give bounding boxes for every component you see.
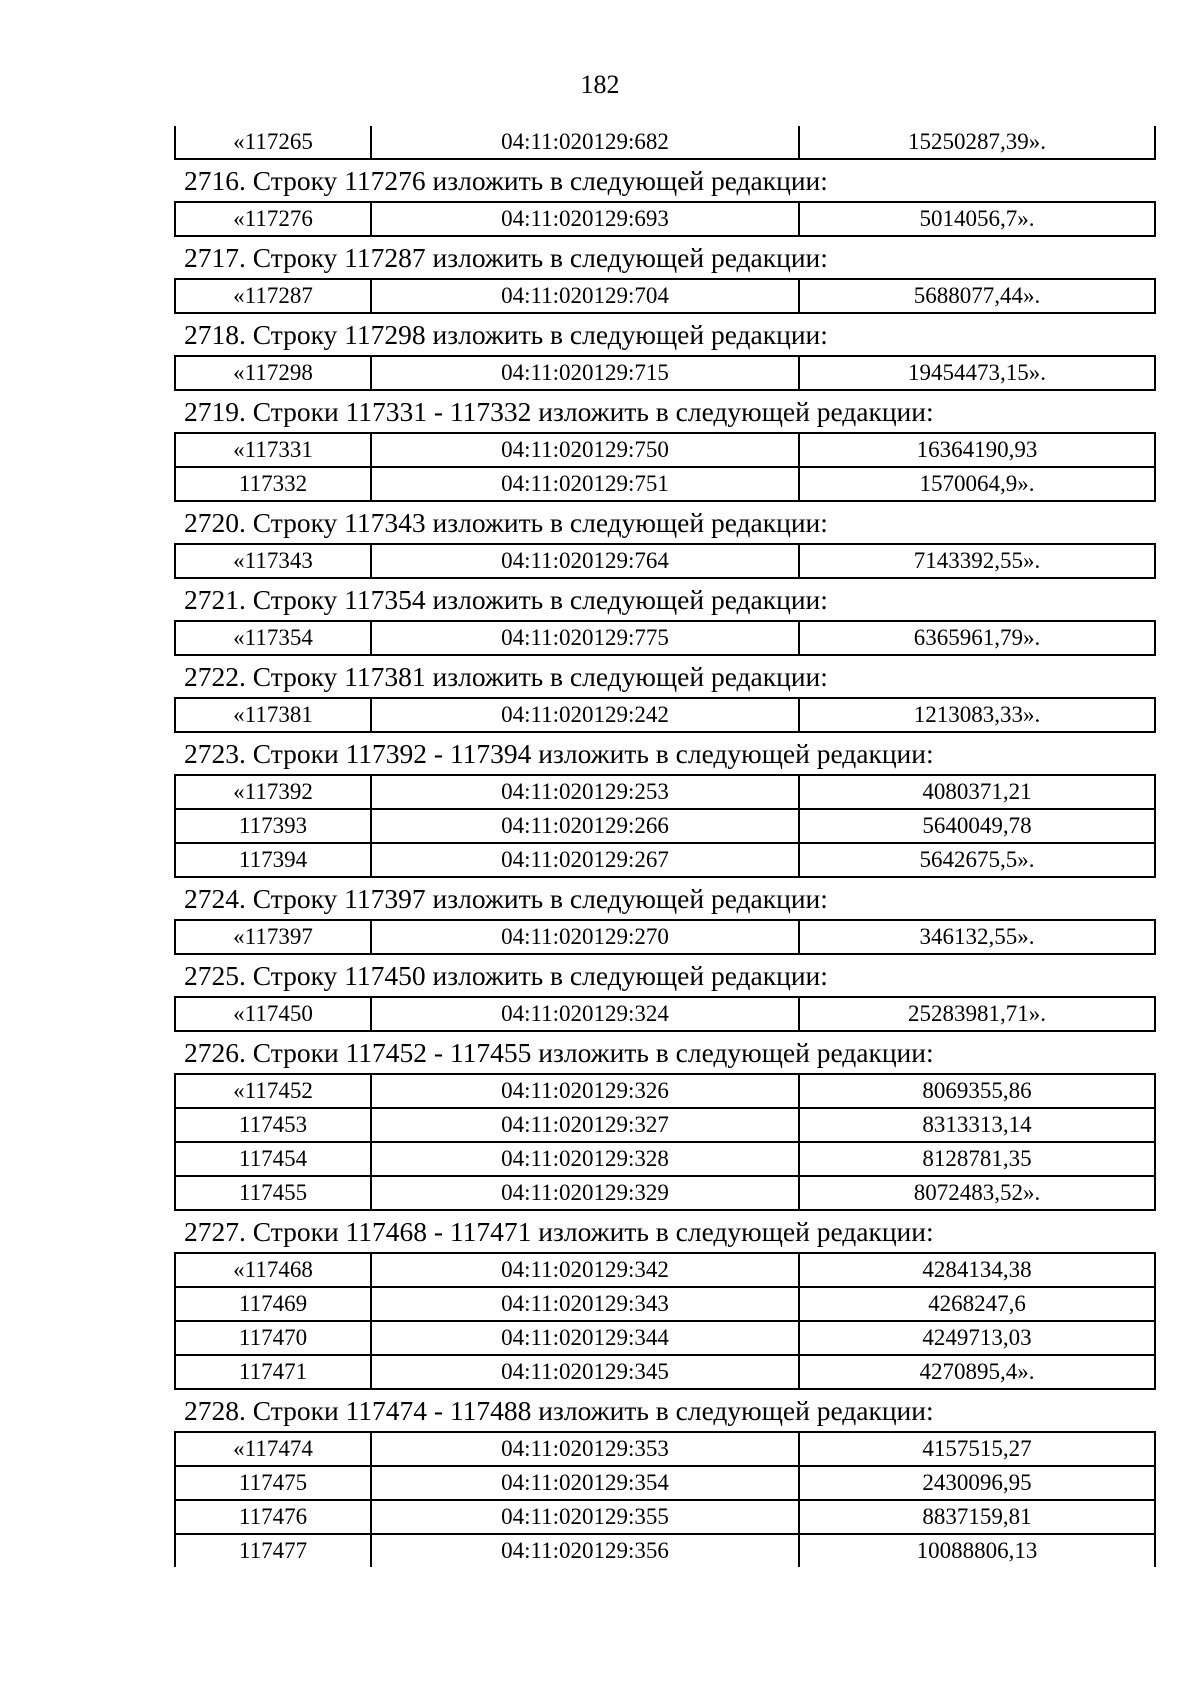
- amendment-item: [174, 1390, 1152, 1567]
- value-cell: 4080371,21: [799, 775, 1155, 809]
- amendment-heading: 2717. Строку 117287 изложить в следующей редакции:: [184, 242, 828, 273]
- cadastral-number-cell: 04:11:020129:775: [371, 621, 799, 655]
- value-cell: 15250287,39».: [799, 126, 1155, 159]
- amendment-heading: 2720. Строку 117343 изложить в следующей редакции:: [184, 507, 828, 538]
- amendment-heading: 2726. Строки 117452 - 117455 изложить в следующей редакции:: [184, 1037, 934, 1068]
- amendment-table: [174, 919, 1156, 955]
- table-row: [175, 279, 1155, 313]
- amendment-table: [174, 543, 1156, 579]
- table-row: [175, 1355, 1155, 1389]
- table-row: [175, 1466, 1155, 1500]
- table-row: [175, 126, 1155, 159]
- cadastral-number-cell: 04:11:020129:356: [371, 1534, 799, 1567]
- value-cell: 4157515,27: [799, 1432, 1155, 1466]
- cadastral-number-cell: 04:11:020129:704: [371, 279, 799, 313]
- row-number-cell: 117394: [175, 843, 371, 877]
- value-cell: 25283981,71».: [799, 997, 1155, 1031]
- amendment-table: [174, 1073, 1156, 1211]
- amendment-item: [174, 391, 1152, 502]
- row-number-cell: 117454: [175, 1142, 371, 1176]
- page-number: 182: [580, 70, 620, 99]
- cadastral-number-cell: 04:11:020129:327: [371, 1108, 799, 1142]
- amendment-table: [174, 432, 1156, 502]
- cadastral-number-cell: 04:11:020129:324: [371, 997, 799, 1031]
- value-cell: 8069355,86: [799, 1074, 1155, 1108]
- row-number-cell: 117477: [175, 1534, 371, 1567]
- amendment-heading: 2718. Строку 117298 изложить в следующей редакции:: [184, 319, 828, 350]
- amendment-heading: 2716. Строку 117276 изложить в следующей редакции:: [184, 165, 828, 196]
- value-cell: 346132,55».: [799, 920, 1155, 954]
- row-number-cell: «117343: [175, 544, 371, 578]
- table-row: [175, 1253, 1155, 1287]
- row-number-cell: «117381: [175, 698, 371, 732]
- table-row: [175, 1108, 1155, 1142]
- amendment-table: [174, 774, 1156, 878]
- cadastral-number-cell: 04:11:020129:750: [371, 433, 799, 467]
- cadastral-number-cell: 04:11:020129:326: [371, 1074, 799, 1108]
- row-number-cell: 117476: [175, 1500, 371, 1534]
- row-number-cell: 117469: [175, 1287, 371, 1321]
- table-row: [175, 1534, 1155, 1567]
- value-cell: 1213083,33».: [799, 698, 1155, 732]
- row-number-cell: «117450: [175, 997, 371, 1031]
- table-row: [175, 698, 1155, 732]
- amendment-item: [174, 733, 1152, 878]
- cadastral-number-cell: 04:11:020129:693: [371, 202, 799, 236]
- row-number-cell: «117265: [175, 126, 371, 159]
- value-cell: 4249713,03: [799, 1321, 1155, 1355]
- table-row: [175, 621, 1155, 655]
- cadastral-number-cell: 04:11:020129:354: [371, 1466, 799, 1500]
- cadastral-number-cell: 04:11:020129:344: [371, 1321, 799, 1355]
- amendment-table: [174, 697, 1156, 733]
- row-number-cell: «117298: [175, 356, 371, 390]
- amendment-table: [174, 1431, 1156, 1567]
- table-row: [175, 1074, 1155, 1108]
- amendment-item: [174, 955, 1152, 1032]
- amendment-heading: 2727. Строки 117468 - 117471 изложить в следующей редакции:: [184, 1216, 934, 1247]
- cadastral-number-cell: 04:11:020129:715: [371, 356, 799, 390]
- cadastral-number-cell: 04:11:020129:353: [371, 1432, 799, 1466]
- table-row: [175, 467, 1155, 501]
- value-cell: 4270895,4».: [799, 1355, 1155, 1389]
- amendment-table: [174, 201, 1156, 237]
- value-cell: 8837159,81: [799, 1500, 1155, 1534]
- row-number-cell: «117392: [175, 775, 371, 809]
- amendment-heading: 2725. Строку 117450 изложить в следующей редакции:: [184, 960, 828, 991]
- table-row: [175, 1500, 1155, 1534]
- row-number-cell: 117455: [175, 1176, 371, 1210]
- value-cell: 2430096,95: [799, 1466, 1155, 1500]
- table-row: [175, 1432, 1155, 1466]
- amendment-heading: 2723. Строки 117392 - 117394 изложить в следующей редакции:: [184, 738, 934, 769]
- cadastral-number-cell: 04:11:020129:266: [371, 809, 799, 843]
- row-number-cell: 117471: [175, 1355, 371, 1389]
- table-row: [175, 809, 1155, 843]
- amendment-item: [174, 126, 1152, 160]
- amendment-table: [174, 996, 1156, 1032]
- row-number-cell: «117397: [175, 920, 371, 954]
- value-cell: 5014056,7».: [799, 202, 1155, 236]
- value-cell: 19454473,15».: [799, 356, 1155, 390]
- row-number-cell: 117332: [175, 467, 371, 501]
- value-cell: 5688077,44».: [799, 279, 1155, 313]
- value-cell: 4284134,38: [799, 1253, 1155, 1287]
- amendment-table: [174, 126, 1156, 160]
- row-number-cell: «117452: [175, 1074, 371, 1108]
- cadastral-number-cell: 04:11:020129:751: [371, 467, 799, 501]
- value-cell: 5642675,5».: [799, 843, 1155, 877]
- cadastral-number-cell: 04:11:020129:270: [371, 920, 799, 954]
- amendment-list: [174, 126, 1152, 1567]
- value-cell: 8313313,14: [799, 1108, 1155, 1142]
- amendment-heading: 2724. Строку 117397 изложить в следующей редакции:: [184, 883, 828, 914]
- value-cell: 16364190,93: [799, 433, 1155, 467]
- amendment-heading: 2721. Строку 117354 изложить в следующей редакции:: [184, 584, 828, 615]
- value-cell: 8072483,52».: [799, 1176, 1155, 1210]
- cadastral-number-cell: 04:11:020129:342: [371, 1253, 799, 1287]
- cadastral-number-cell: 04:11:020129:343: [371, 1287, 799, 1321]
- table-row: [175, 1287, 1155, 1321]
- cadastral-number-cell: 04:11:020129:253: [371, 775, 799, 809]
- amendment-heading: 2719. Строки 117331 - 117332 изложить в следующей редакции:: [184, 396, 934, 427]
- value-cell: 7143392,55».: [799, 544, 1155, 578]
- table-row: [175, 1176, 1155, 1210]
- amendment-item: [174, 878, 1152, 955]
- row-number-cell: 117393: [175, 809, 371, 843]
- amendment-item: [174, 160, 1152, 237]
- row-number-cell: 117453: [175, 1108, 371, 1142]
- cadastral-number-cell: 04:11:020129:345: [371, 1355, 799, 1389]
- cadastral-number-cell: 04:11:020129:329: [371, 1176, 799, 1210]
- table-row: [175, 356, 1155, 390]
- table-row: [175, 433, 1155, 467]
- amendment-item: [174, 502, 1152, 579]
- amendment-table: [174, 278, 1156, 314]
- row-number-cell: 117475: [175, 1466, 371, 1500]
- table-row: [175, 544, 1155, 578]
- table-row: [175, 920, 1155, 954]
- table-row: [175, 997, 1155, 1031]
- table-row: [175, 1321, 1155, 1355]
- amendment-table: [174, 1252, 1156, 1390]
- row-number-cell: «117287: [175, 279, 371, 313]
- table-row: [175, 202, 1155, 236]
- amendment-item: [174, 237, 1152, 314]
- cadastral-number-cell: 04:11:020129:682: [371, 126, 799, 159]
- cadastral-number-cell: 04:11:020129:242: [371, 698, 799, 732]
- amendment-heading: 2728. Строки 117474 - 117488 изложить в следующей редакции:: [184, 1395, 934, 1426]
- value-cell: 1570064,9».: [799, 467, 1155, 501]
- row-number-cell: «117276: [175, 202, 371, 236]
- row-number-cell: 117470: [175, 1321, 371, 1355]
- table-row: [175, 843, 1155, 877]
- row-number-cell: «117331: [175, 433, 371, 467]
- amendment-table: [174, 355, 1156, 391]
- amendment-item: [174, 314, 1152, 391]
- value-cell: 10088806,13: [799, 1534, 1155, 1567]
- amendment-item: [174, 1032, 1152, 1211]
- amendment-table: [174, 620, 1156, 656]
- value-cell: 5640049,78: [799, 809, 1155, 843]
- value-cell: 4268247,6: [799, 1287, 1155, 1321]
- row-number-cell: «117468: [175, 1253, 371, 1287]
- row-number-cell: «117474: [175, 1432, 371, 1466]
- cadastral-number-cell: 04:11:020129:764: [371, 544, 799, 578]
- amendment-heading: 2722. Строку 117381 изложить в следующей редакции:: [184, 661, 828, 692]
- amendment-item: [174, 656, 1152, 733]
- value-cell: 6365961,79».: [799, 621, 1155, 655]
- amendment-item: [174, 579, 1152, 656]
- table-row: [175, 775, 1155, 809]
- value-cell: 8128781,35: [799, 1142, 1155, 1176]
- cadastral-number-cell: 04:11:020129:267: [371, 843, 799, 877]
- cadastral-number-cell: 04:11:020129:355: [371, 1500, 799, 1534]
- amendment-item: [174, 1211, 1152, 1390]
- cadastral-number-cell: 04:11:020129:328: [371, 1142, 799, 1176]
- table-row: [175, 1142, 1155, 1176]
- row-number-cell: «117354: [175, 621, 371, 655]
